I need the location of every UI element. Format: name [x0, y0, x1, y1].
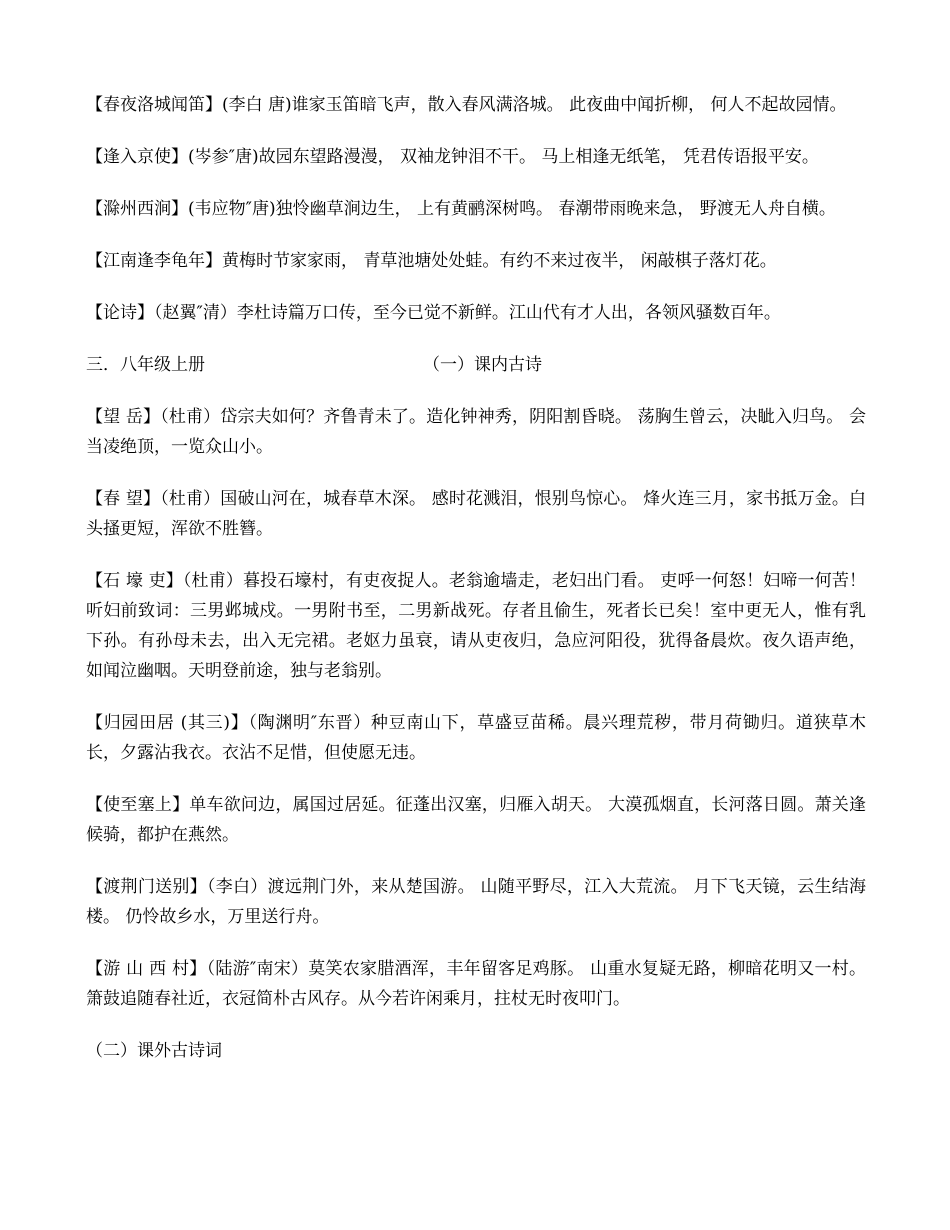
poem-title: 【渡荆门送别】 — [86, 877, 207, 897]
poem-title: 【游 山 西 村】 — [86, 959, 207, 979]
poem-text: (韦应物″唐)独怜幽草涧边生， 上有黄鹂深树鸣。 春潮带雨晚来急， 野渡无人舟自横。 — [188, 199, 836, 219]
poem-text: 单车欲问边，属国过居延。征蓬出汉塞，归雁入胡天。 大漠孤烟直，长河落日圆。萧关逢候骑，都护在燕然。 — [86, 795, 866, 845]
poem-du-jingmen-songbie — [86, 872, 866, 932]
poem-wang-yue — [86, 402, 866, 462]
poem-title: 【石 壕 吏】 — [86, 571, 183, 591]
section-title: 三．八年级上册 — [86, 355, 205, 375]
poem-text: （杜甫）国破山河在，城春草木深。 感时花溅泪，恨别鸟惊心。 烽火连三月，家书抵万金。白头搔更短，浑欲不胜簪。 — [86, 489, 866, 539]
poem-chunye-luocheng-wendi — [86, 90, 866, 120]
poem-text: 黄梅时节家家雨， 青草池塘处处蛙。有约不来过夜半， 闲敲棋子落灯花。 — [222, 251, 777, 271]
poem-text: (李白 唐)谁家玉笛暗飞声，散入春风满洛城。 此夜曲中闻折柳， 何人不起故园情。 — [222, 95, 847, 115]
poem-text: （赵翼″清）李杜诗篇万口传，至今已觉不新鲜。江山代有才人出，各领风骚数百年。 — [154, 303, 781, 323]
poem-text: （陶渊明″东晋）种豆南山下，草盛豆苗稀。晨兴理荒秽，带月荷锄归。道狭草木长，夕露沾我衣。衣沾不足惜，但使愿无违。 — [86, 713, 866, 763]
poem-text: （杜甫）暮投石壕村，有吏夜捉人。老翁逾墙走，老妇出门看。 吏呼一何怒！妇啼一何苦！ 听妇前致词：三男邺城戍。一男附书至，二男新战死。存者且偷生，死者长已矣！室中更无人，惟有乳下孙。有孙母未去，出入无完裙。老妪力虽衰，请从吏夜归，急应河阳役，犹得备晨炊。夜久语声绝，如闻泣幽咽。天明登前途，独与老翁别。 — [86, 571, 867, 681]
poem-title: 【论诗】 — [86, 303, 154, 323]
poem-title: 【滁州西涧】 — [86, 199, 188, 219]
poem-title: 【归园田居 (其三)】 — [86, 713, 249, 733]
poem-title: 【望 岳】 — [86, 407, 161, 427]
poem-text: （陆游″南宋）莫笑农家腊酒浑，丰年留客足鸡豚。 山重水复疑无路，柳暗花明又一村。箫鼓追随春社近，衣冠简朴古风存。从今若许闲乘月，拄杖无时夜叩门。 — [86, 959, 866, 1009]
section-heading-grade8 — [86, 350, 866, 380]
section-subtitle: （一）课内古诗 — [423, 355, 542, 375]
poem-guiyuan-tianju — [86, 708, 866, 768]
poem-title: 【逢入京使】 — [86, 147, 188, 167]
poem-shi-zhi-saishang — [86, 790, 866, 850]
poem-title: 【春夜洛城闻笛】 — [86, 95, 222, 115]
poem-text: （李白）渡远荆门外，来从楚国游。 山随平野尽，江入大荒流。 月下飞天镜，云生结海楼。 仍怜故乡水，万里送行舟。 — [86, 877, 867, 927]
poem-lun-shi — [86, 298, 866, 328]
poem-shihao-li — [86, 566, 866, 686]
poem-you-shanxi-cun — [86, 954, 866, 1014]
poem-text: （杜甫）岱宗夫如何？齐鲁青未了。造化钟神秀，阴阳割昏晓。 荡胸生曾云，决眦入归鸟。 会当凌绝顶，一览众山小。 — [86, 407, 866, 457]
section-heading-extracurricular: （二）课外古诗词 — [86, 1041, 222, 1061]
poem-chun-wang — [86, 484, 866, 544]
poem-title: 【江南逢李龟年】 — [86, 251, 222, 271]
poem-jiangnan-feng-liguinian — [86, 246, 866, 276]
poem-text: (岑参″唐)故园东望路漫漫， 双袖龙钟泪不干。 马上相逢无纸笔， 凭君传语报平安。 — [188, 147, 819, 167]
poem-feng-ru-jing-shi — [86, 142, 866, 172]
poem-title: 【春 望】 — [86, 489, 161, 509]
document-page — [86, 90, 866, 1066]
poem-chuzhou-xijian — [86, 194, 866, 224]
poem-title: 【使至塞上】 — [86, 795, 190, 815]
